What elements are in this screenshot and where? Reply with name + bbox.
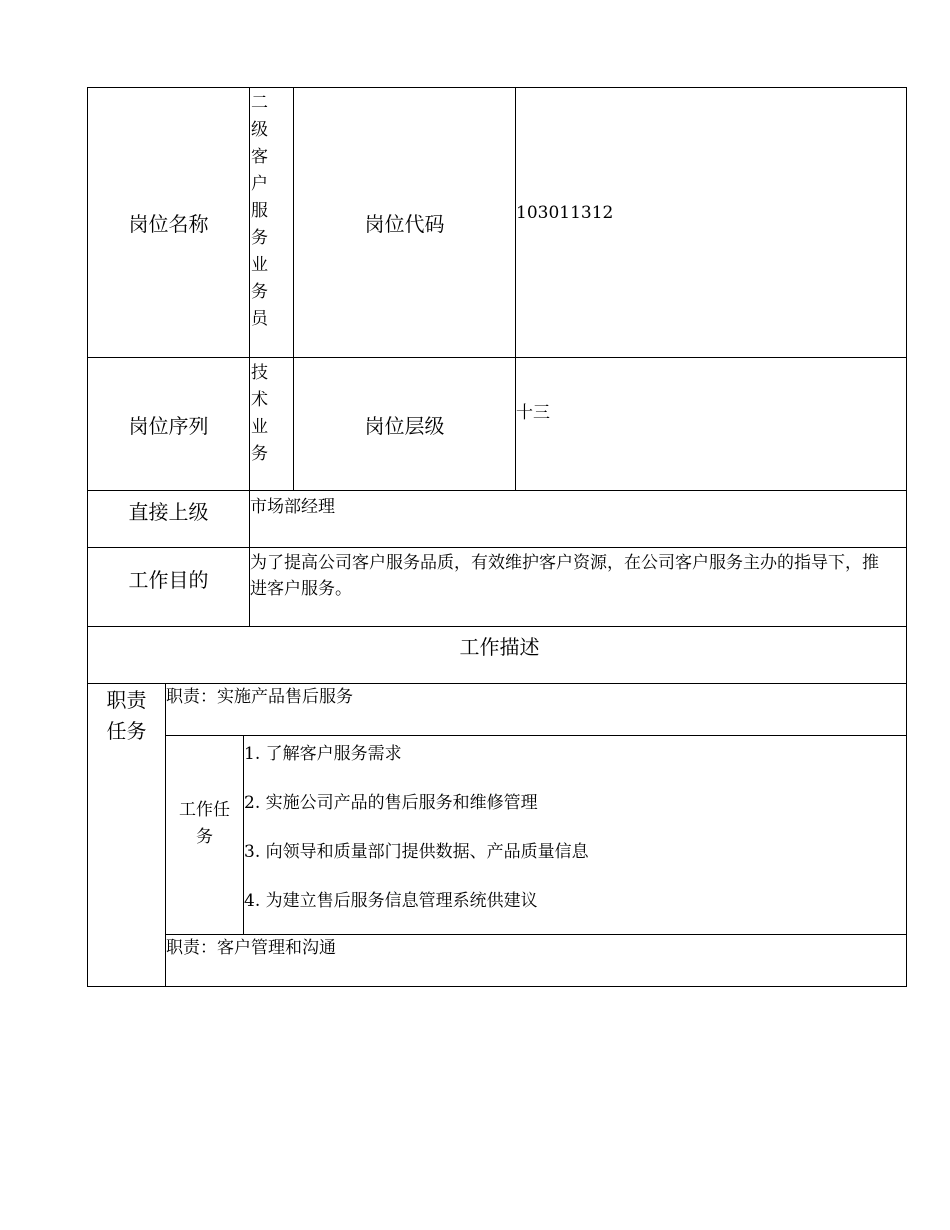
duties-tasks-label-cell — [87, 683, 166, 987]
position-code-label: 岗位代码 — [293, 87, 516, 358]
work-task-label: 工作任务 — [179, 800, 230, 847]
direct-superior-value: 市场部经理 — [250, 497, 335, 517]
position-name-value-cell — [249, 87, 294, 358]
work-task-4: 4. 为建立售后服务信息管理系统供建议 — [244, 891, 538, 911]
position-level-value-cell — [515, 357, 907, 491]
duty-2-title-cell — [165, 934, 907, 987]
direct-superior-value-cell — [249, 490, 907, 548]
direct-superior-label: 直接上级 — [87, 490, 250, 548]
work-purpose-label: 工作目的 — [87, 547, 250, 627]
position-sequence-value-cell — [249, 357, 294, 491]
position-sequence-value: 技术业务 — [251, 363, 268, 464]
work-task-2: 2. 实施公司产品的售后服务和维修管理 — [244, 793, 538, 813]
work-task-label-cell — [165, 735, 244, 935]
position-code-value-cell — [515, 87, 907, 358]
duty-2-title: 职责：客户管理和沟通 — [166, 938, 336, 958]
work-purpose-value: 为了提高公司客户服务品质，有效维护客户资源，在公司客户服务主办的指导下，推进客户服务。 — [250, 553, 879, 599]
work-task-1: 1. 了解客户服务需求 — [244, 744, 402, 764]
duty-1-title-cell — [165, 683, 907, 736]
position-level-value: 十三 — [516, 403, 550, 423]
position-name-label: 岗位名称 — [87, 87, 250, 358]
position-level-label: 岗位层级 — [293, 357, 516, 491]
duties-tasks-label: 职责任务 — [106, 688, 147, 743]
work-task-3: 3. 向领导和质量部门提供数据、产品质量信息 — [244, 842, 589, 862]
position-sequence-label: 岗位序列 — [87, 357, 250, 491]
work-description-title: 工作描述 — [87, 626, 907, 684]
position-code-value: 103011312 — [516, 203, 614, 223]
duty-1-title: 职责：实施产品售后服务 — [166, 687, 353, 707]
position-name-value: 二级客户服务业务员 — [251, 93, 268, 329]
work-purpose-value-cell — [249, 547, 907, 627]
